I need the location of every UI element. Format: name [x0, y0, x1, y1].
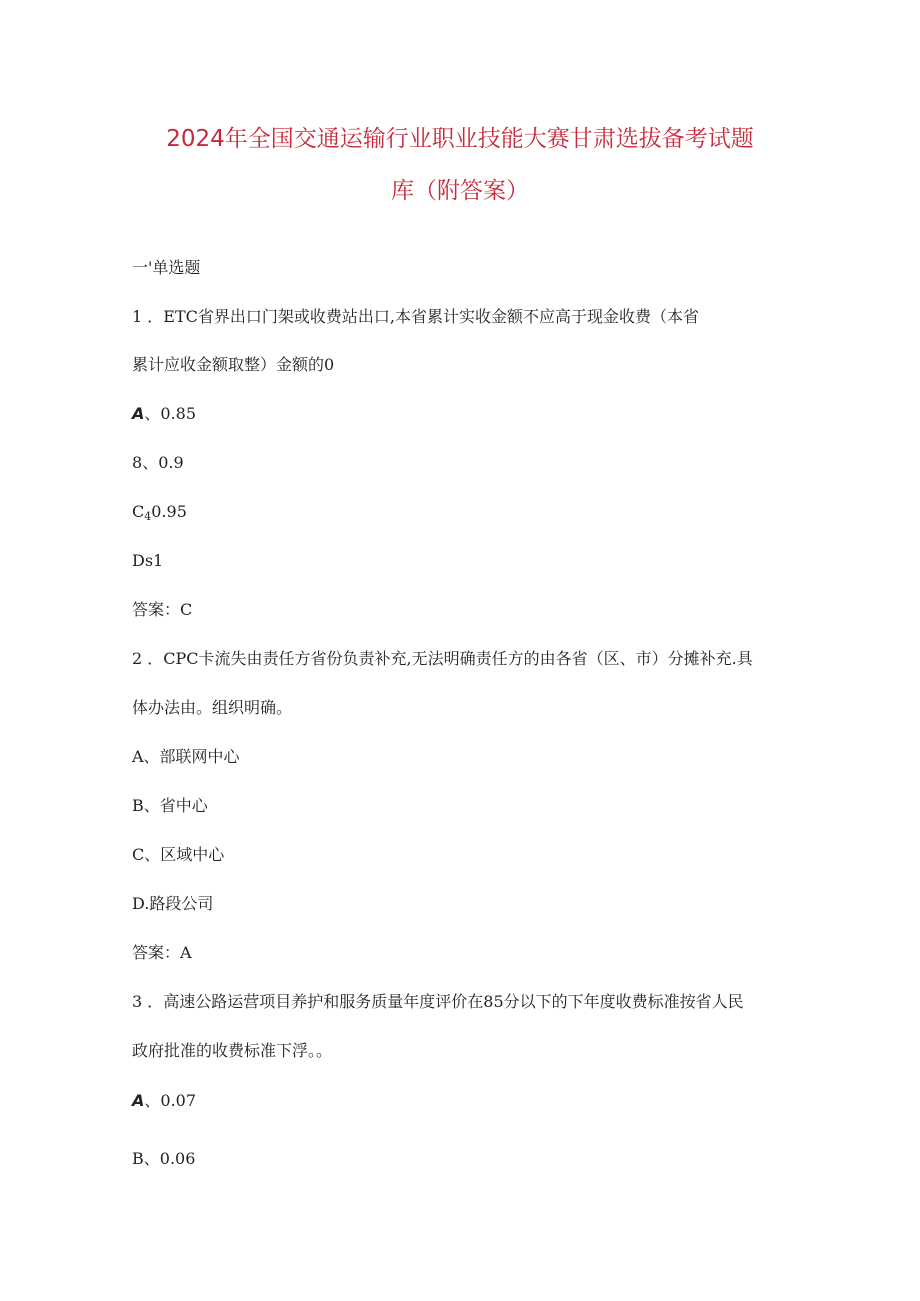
- q1-option-d: [132, 551, 163, 571]
- q2-stem-line2: 体办法由。组织明确。: [132, 698, 293, 717]
- q1-option-c-sub: 4: [144, 510, 152, 523]
- q1-option-a: [132, 404, 196, 424]
- q1-option-c: [132, 502, 187, 527]
- q3-stem-line1: 3 ．高速公路运营项目养护和服务质量年度评价在85分以下的下年度收费标准按省人民: [132, 992, 744, 1011]
- q1-option-a-text: 、0.85: [144, 404, 197, 423]
- q1-stem-line2: 累计应收金额取整）金额的0: [132, 355, 335, 374]
- q2-option-b: B、省中心: [132, 796, 208, 815]
- q3-option-b: B、0.06: [132, 1149, 196, 1168]
- q1-option-a-letter: A: [132, 404, 145, 423]
- q1-option-d-text: 1: [153, 551, 164, 570]
- q1-option-c-letter: C: [132, 502, 145, 521]
- q3-option-a-text: 、0.07: [144, 1091, 197, 1110]
- q1-option-b: [132, 453, 184, 473]
- q1-option-b-text: 、0.9: [142, 453, 184, 472]
- q2-option-c: C、区域中心: [132, 845, 225, 864]
- page-title-line1: 2024年全国交通运输行业职业技能大赛甘肃选拔备考试题: [166, 126, 754, 152]
- q3-option-a: [132, 1091, 196, 1111]
- page-title-line2: 库（附答案）: [391, 178, 529, 204]
- q3-option-a-letter: A: [132, 1091, 145, 1110]
- q1-option-d-letter: Ds: [132, 551, 154, 570]
- q1-option-b-letter: 8: [132, 453, 143, 472]
- section-heading: 一'单选题: [132, 258, 201, 277]
- q1-stem-line1: 1 ．ETC省界出口门架或收费站出口,本省累计实收金额不应高于现金收费（本省: [132, 307, 699, 326]
- q2-option-a: A、部联网中心: [132, 747, 240, 766]
- q2-answer: 答案：A: [132, 943, 192, 962]
- q2-option-d: D.路段公司: [132, 894, 214, 913]
- q2-stem-line1: 2 ．CPC卡流失由责任方省份负责补充,无法明确责任方的由各省（区、市）分摊补充.具: [132, 649, 753, 668]
- q1-answer: 答案：C: [132, 600, 193, 619]
- q1-option-c-text: 0.95: [151, 502, 187, 521]
- q3-stem-line2: 政府批准的收费标准下浮。。: [132, 1041, 333, 1060]
